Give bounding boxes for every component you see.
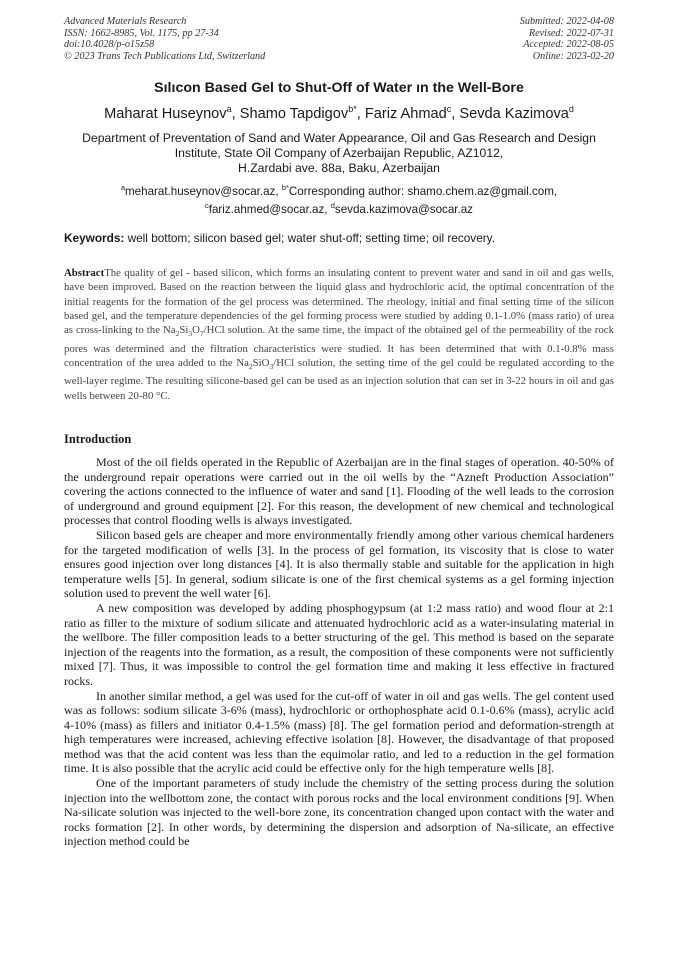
keywords-text: well bottom; silicon based gel; water shut-off; setting time; oil recovery.: [124, 231, 495, 245]
author-name: Maharat Huseynov: [104, 105, 227, 122]
email-mark: a: [120, 183, 126, 192]
paper-title: Sılıcon Based Gel to Shut-Off of Water ın the Well-Bore: [154, 80, 524, 96]
introduction-heading: Introduction: [64, 432, 132, 446]
affiliation-line: H.Zardabi ave. 88a, Baku, Azerbaijan: [238, 161, 440, 176]
formula-subscript: 7: [199, 329, 204, 339]
author-affiliation-mark: c: [446, 104, 452, 114]
introduction-paragraph: A new composition was developed by adding phosphogypsum (at 1:2 mass ratio) and wood flour at 2:1 ratio as filler to the mixture of sodium silicate and attenuated hydrochloric acid as a water-insulating material in the wellbore. The filler composition leads to a better structuring of the gel. This method is based on the separate injection of the reagents into the formation, as a result, the composition of these components were not sufficiently mixed [7]. Thus, it was impossible to control the gel formation time and making it less effective in fractured rocks.: [64, 600, 614, 688]
author-separator: ,: [231, 105, 240, 122]
author-affiliation-mark: b*: [348, 104, 357, 114]
author: [240, 106, 365, 122]
email-mark: d: [330, 201, 335, 211]
author-list: [20, 104, 658, 122]
introduction-paragraph: Silicon based gels are cheaper and more environmentally friendly among other various chemical hardeners for the targeted modification of wells [3]. In the process of gel formation, its viscosity that is close to water ensures good injection over long distances [4]. It is also thermally stable and suitable for the application in high temperature wells [5]. In general, sodium silicate is one of the first chemical systems as a gel forming injection solution used to prevent the well water [6].: [64, 527, 614, 601]
email-corresponding: Corresponding author: shamo.chem.az@gmail.com,: [288, 184, 558, 198]
email-mark: c: [205, 201, 209, 211]
abstract-text: The quality of gel - based silicon, which forms an insulating content to prevent water and sand in oil and gas wells, have been improved. Based on the reaction between the liquid glass and hydrochloric acid, the optimal concentration of the initial reagents for the formation of the gel process was determined. The rheology, initial and final setting time of the silicon based gel, and the temperature dependencies of the gel forming process were studied by adding 0.1-1.0% (mass ratio) of urea as cross-linking to the Na: [64, 267, 614, 337]
author: [459, 106, 574, 122]
email-mark: b*: [281, 183, 289, 192]
publication-dates: [520, 16, 614, 62]
formula-subscript: 3: [188, 329, 193, 339]
introduction-paragraph: Most of the oil fields operated in the Republic of Azerbaijan are in the final stages of operation. 40-50% of the underground repair operations were carried out in the oil wells by the “Azneft Production Association” covering the actions connected to the influence of water and sand [1]. Flooding of the well leads to the corrosion of underground and ground equipment [2]. For this reason, the development of new chemical and technological processes that control flooding wells is always investigated.: [64, 455, 614, 528]
author-affiliation-mark: d: [568, 104, 574, 114]
email-line: [56, 199, 622, 217]
author-name: Fariz Ahmad: [364, 105, 447, 122]
email-c: fariz.ahmed@socar.az,: [208, 203, 331, 217]
date-online: Online: 2023-02-20: [532, 50, 614, 62]
abstract: [64, 266, 614, 403]
affiliation: [56, 131, 622, 177]
abstract-text: /HCl solution, the setting time of the gel could be regulated according to the well-layer regime. The resulting silicone-based gel can be used as an injection solution that can set in 3-22 hours in oil and gas wells between 20-80 °C.: [64, 356, 615, 402]
formula-subscript: 3: [269, 362, 274, 372]
keywords-label: Keywords:: [64, 231, 125, 245]
author-separator: ,: [356, 105, 365, 122]
author: [104, 106, 240, 122]
date-submitted: Submitted: 2022-04-08: [519, 16, 614, 27]
email-line: [56, 181, 622, 199]
journal-name: Advanced Materials Research: [64, 16, 187, 27]
journal-copyright: © 2023 Trans Tech Publications Ltd, Switzerland: [64, 50, 266, 62]
formula-subscript: 2: [175, 329, 180, 339]
journal-info: [64, 16, 265, 62]
author-emails: [56, 181, 622, 218]
abstract-label: Abstract: [64, 267, 105, 279]
author-separator: ,: [451, 105, 460, 122]
email-a: meharat.huseynov@socar.az,: [125, 184, 282, 198]
affiliation-line: Department of Preventation of Sand and Water Appearance, Oil and Gas Research and Design: [82, 131, 596, 145]
formula-subscript: 2: [248, 362, 253, 372]
date-revised: Revised: 2022-07-31: [528, 27, 614, 39]
formula-text: O: [192, 324, 200, 337]
abstract-text: /HCl solution. At the same time, the impact of the obtained gel of the permeability of the rock pores was determined and the filtration characteristics were studied. It has been determined that with 0.1-0.8% mass concentration of the urea added to the Na: [64, 324, 614, 369]
introduction-body: [64, 455, 614, 849]
author: [365, 106, 460, 122]
introduction-paragraph: One of the important parameters of study include the chemistry of the setting process during the solution injection into the wellbottom zone, the contact with porous rocks and the local environment conditions [9]. When Na-silicate solution was injected to the well-bore zone, its concentration changed upon contact with the water and rocks formation [2]. In other words, by determining the dispersion and adsorption of Na-silicate, an effective injection method could be: [64, 776, 614, 849]
date-accepted: Accepted: 2022-08-05: [523, 39, 614, 51]
author-affiliation-mark: a: [226, 104, 232, 114]
journal-doi: doi:10.4028/p-o15z58: [64, 39, 155, 51]
introduction-paragraph: In another similar method, a gel was used for the cut-off of water in oil and gas wells. The gel content used was as follows: sodium silicate 3-6% (mass), hydrochloric or orthophosphate acid 0.1-0.6% (mass), acrylic acid 4-10% (mass) as fillers and initiator 0.4-1.5% (mass) [8]. The gel formation period and deformation-strength at high temperatures were increased, achieving effective isolation [8]. However, the disadvantage of that proposed method was that the acid content was less than the equimolar ratio, and led to a reduction in the gel formation time. It is also possible that the acrylic acid could be effective only for the high temperature wells [8].: [64, 688, 614, 776]
formula-text: SiO: [252, 356, 270, 369]
keywords: [64, 231, 624, 245]
email-d: sevda.kazimova@socar.az: [334, 203, 473, 217]
affiliation-line: Institute, State Oil Company of Azerbaijan Republic, AZ1012,: [174, 146, 504, 161]
author-name: Sevda Kazimova: [459, 105, 569, 122]
formula-text: Si: [179, 324, 189, 337]
author-name: Shamo Tapdigov: [239, 105, 349, 122]
journal-issn: ISSN: 1662-8985, Vol. 1175, pp 27-34: [64, 27, 219, 39]
